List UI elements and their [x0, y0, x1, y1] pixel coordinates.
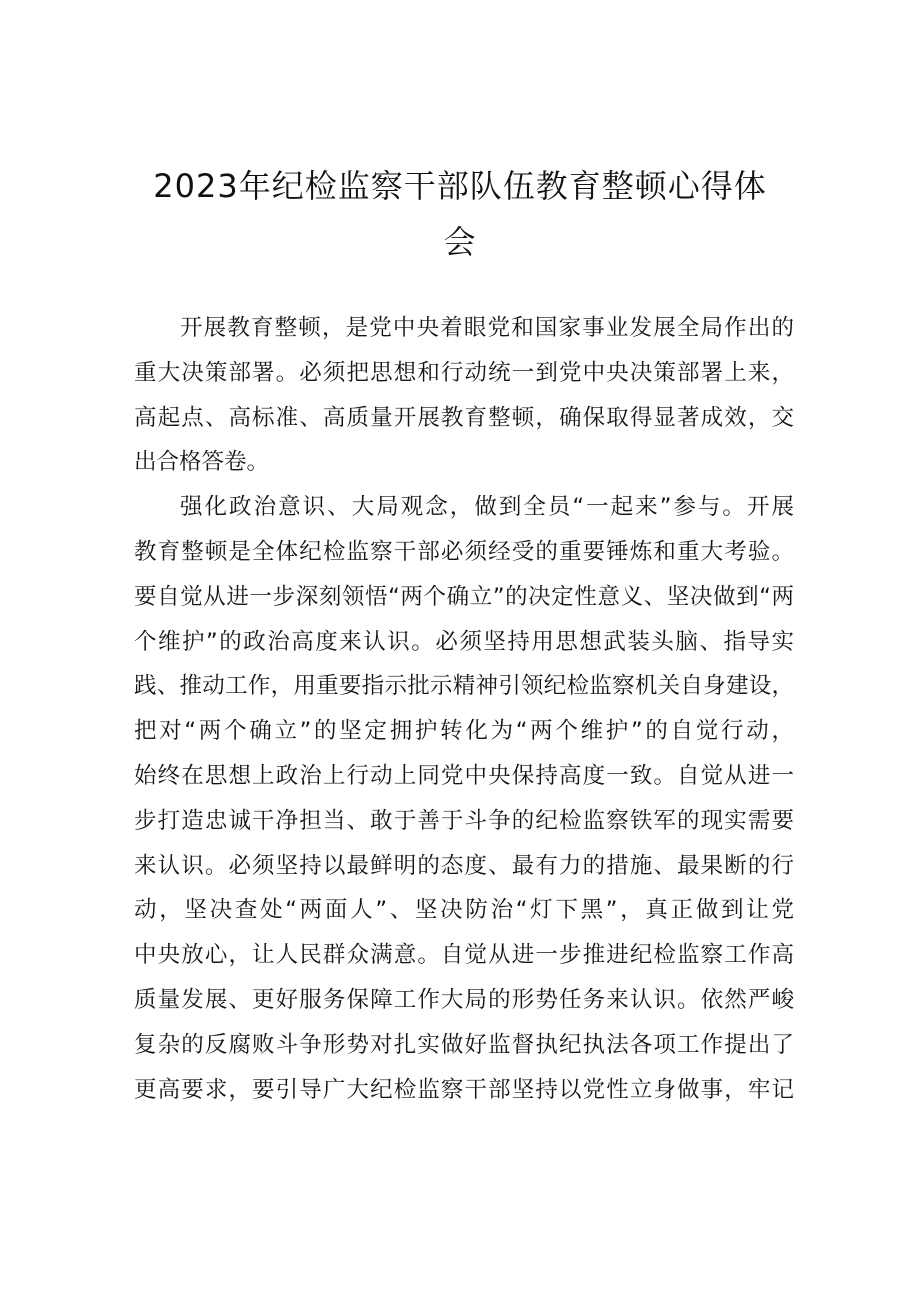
paragraph-line: 践、推动工作，用重要指示批示精神引领纪检监察机关自身建设，	[134, 673, 794, 700]
paragraph-line: 教育整顿是全体纪检监察干部必须经受的重要锤炼和重大考验。	[134, 538, 794, 565]
title-line-2: 会	[443, 223, 477, 261]
paragraph-line: 动，坚决查处“两面人”、坚决防治“灯下黑”，真正做到让党	[134, 897, 794, 924]
title-line-1: 2023年纪检监察干部队伍教育整顿心得体	[153, 167, 767, 205]
paragraph-line: 来认识。必须坚持以最鲜明的态度、最有力的措施、最果断的行	[134, 852, 794, 879]
paragraph-line: 更高要求，要引导广大纪检监察干部坚持以党性立身做事，牢记	[134, 1076, 794, 1103]
paragraph-line: 中央放心，让人民群众满意。自觉从进一步推进纪检监察工作高	[134, 942, 794, 969]
paragraph-2	[134, 485, 794, 1112]
paragraph-line: 始终在思想上政治上行动上同党中央保持高度一致。自觉从进一	[134, 762, 794, 789]
paragraph-line: 步打造忠诚干净担当、敢于善于斗争的纪检监察铁军的现实需要	[134, 807, 794, 834]
document-body	[134, 306, 794, 1112]
paragraph-line: 出合格答卷。	[134, 449, 270, 476]
paragraph-line: 重大决策部署。必须把思想和行动统一到党中央决策部署上来，	[134, 359, 794, 386]
document-title	[120, 158, 800, 270]
paragraph-line: 质量发展、更好服务保障工作大局的形势任务来认识。依然严峻	[134, 986, 794, 1013]
paragraph-1	[134, 306, 794, 485]
paragraph-line: 高起点、高标准、高质量开展教育整顿，确保取得显著成效，交	[134, 404, 794, 431]
paragraph-line: 要自觉从进一步深刻领悟“两个确立”的决定性意义、坚决做到“两	[134, 583, 794, 610]
paragraph-line: 开展教育整顿，是党中央着眼党和国家事业发展全局作出的	[180, 315, 794, 341]
paragraph-line: 个维护”的政治高度来认识。必须坚持用思想武装头脑、指导实	[134, 628, 794, 655]
paragraph-line: 把对“两个确立”的坚定拥护转化为“两个维护”的自觉行动，	[134, 718, 794, 745]
paragraph-line: 复杂的反腐败斗争形势对扎实做好监督执纪执法各项工作提出了	[134, 1031, 794, 1058]
paragraph-line: 强化政治意识、大局观念，做到全员“一起来”参与。开展	[180, 494, 794, 521]
